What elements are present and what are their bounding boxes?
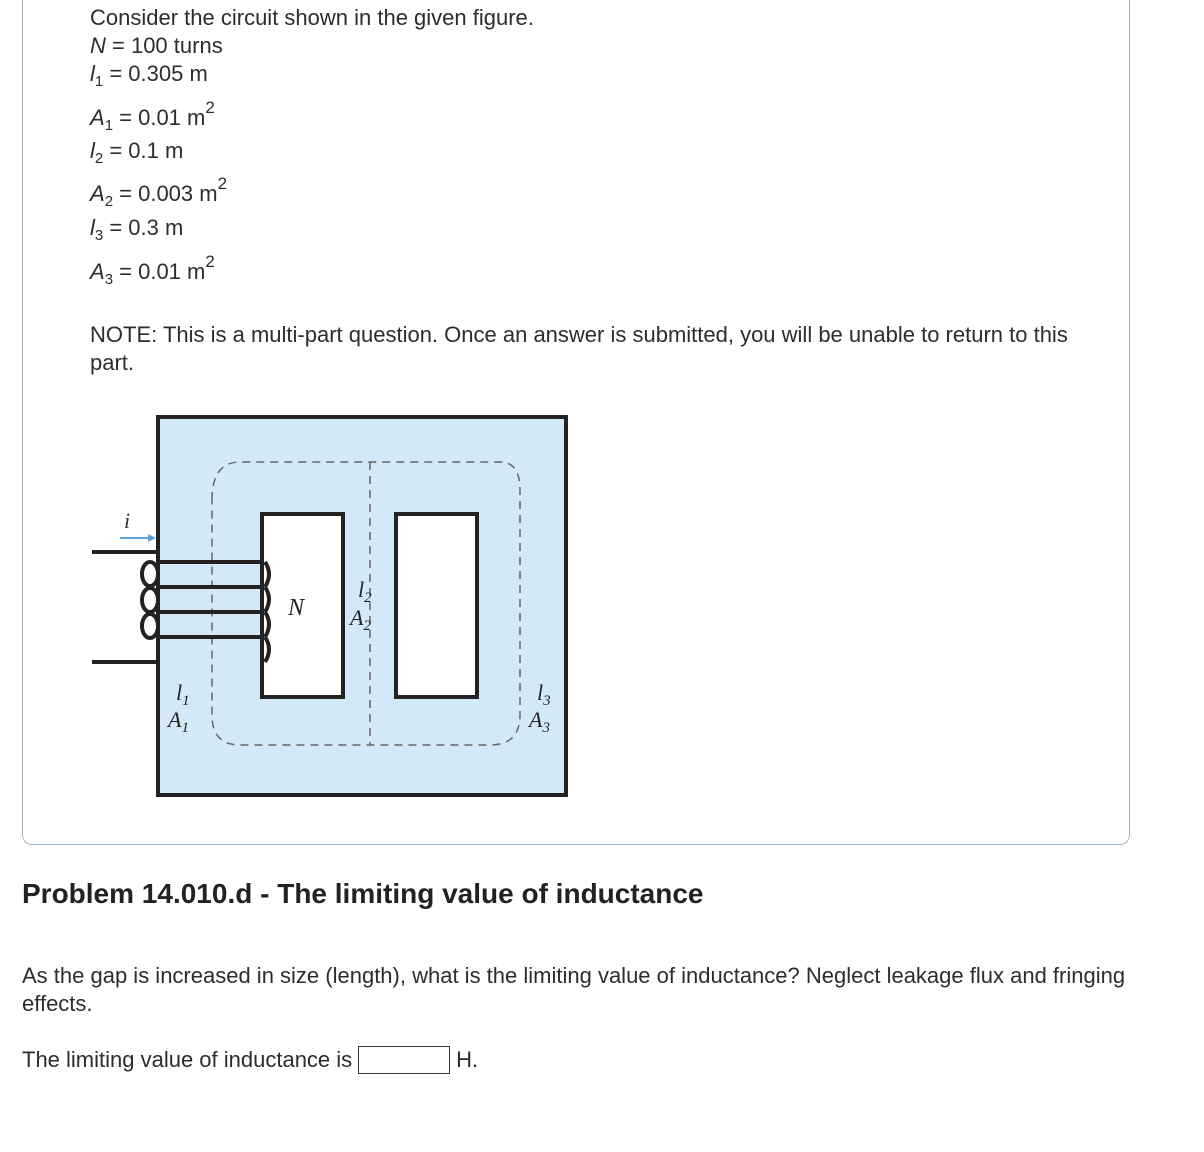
- param-A1-sub: 1: [104, 117, 114, 134]
- problem-title: Problem 14.010.d - The limiting value of inductance: [22, 878, 704, 909]
- param-A3: [90, 252, 215, 289]
- param-A3-sup: 2: [205, 252, 215, 271]
- param-A2-value: = 0.003 m: [113, 181, 218, 206]
- param-l2-symbol: l: [90, 138, 95, 163]
- intro-statement: Consider the circuit shown in the given figure.: [90, 5, 534, 30]
- magnetic-circuit-figure: [80, 408, 580, 808]
- param-A1: [90, 98, 215, 135]
- l1-label: $l_1$: [176, 680, 190, 709]
- current-label: i: [124, 508, 131, 533]
- A2-label: $A_2$: [350, 605, 371, 634]
- param-A2: [90, 174, 228, 211]
- answer-row: [22, 1045, 478, 1075]
- A3-label: $A_3$: [529, 707, 550, 736]
- param-A3-symbol: A: [90, 259, 105, 284]
- answer-unit: H.: [456, 1047, 479, 1072]
- param-A2-symbol: A: [90, 181, 105, 206]
- current-arrow: [120, 534, 156, 542]
- l2-label: $l_2$: [358, 577, 372, 606]
- param-l1-symbol: l: [90, 61, 95, 86]
- multi-part-note: NOTE: This is a multi-part question. Once an answer is submitted, you will be unable to return to this part.: [90, 322, 1068, 375]
- param-A1-sup: 2: [205, 98, 215, 117]
- param-N-symbol: N: [90, 33, 106, 58]
- inductance-answer-input[interactable]: [358, 1046, 450, 1074]
- turns-label: N: [288, 595, 305, 621]
- param-A3-sub: 3: [104, 271, 114, 288]
- param-A1-symbol: A: [90, 105, 105, 130]
- param-l3-sub: 3: [94, 227, 104, 244]
- param-l1: [90, 60, 208, 91]
- param-l3-value: = 0.3 m: [103, 215, 184, 240]
- answer-prefix: The limiting value of inductance is: [22, 1047, 353, 1072]
- param-N-value: = 100 turns: [105, 33, 223, 58]
- param-A2-sub: 2: [104, 193, 114, 210]
- param-l2: [90, 137, 183, 168]
- A1-label: $A_1$: [168, 707, 189, 736]
- param-A3-value: = 0.01 m: [113, 259, 206, 284]
- l3-label: $l_3$: [537, 680, 551, 709]
- param-A2-sup: 2: [217, 174, 228, 193]
- question-text: As the gap is increased in size (length), what is the limiting value of inductance? Neglect leakage flux and fringing effects.: [22, 963, 1126, 1016]
- core-window-right: [396, 514, 477, 697]
- param-l2-sub: 2: [94, 150, 104, 167]
- param-l3: [90, 214, 183, 245]
- param-l3-symbol: l: [90, 215, 95, 240]
- param-l1-sub: 1: [94, 73, 104, 90]
- param-N: [90, 32, 223, 60]
- param-A1-value: = 0.01 m: [113, 105, 206, 130]
- param-l2-value: = 0.1 m: [103, 138, 184, 163]
- param-l1-value: = 0.305 m: [103, 61, 208, 86]
